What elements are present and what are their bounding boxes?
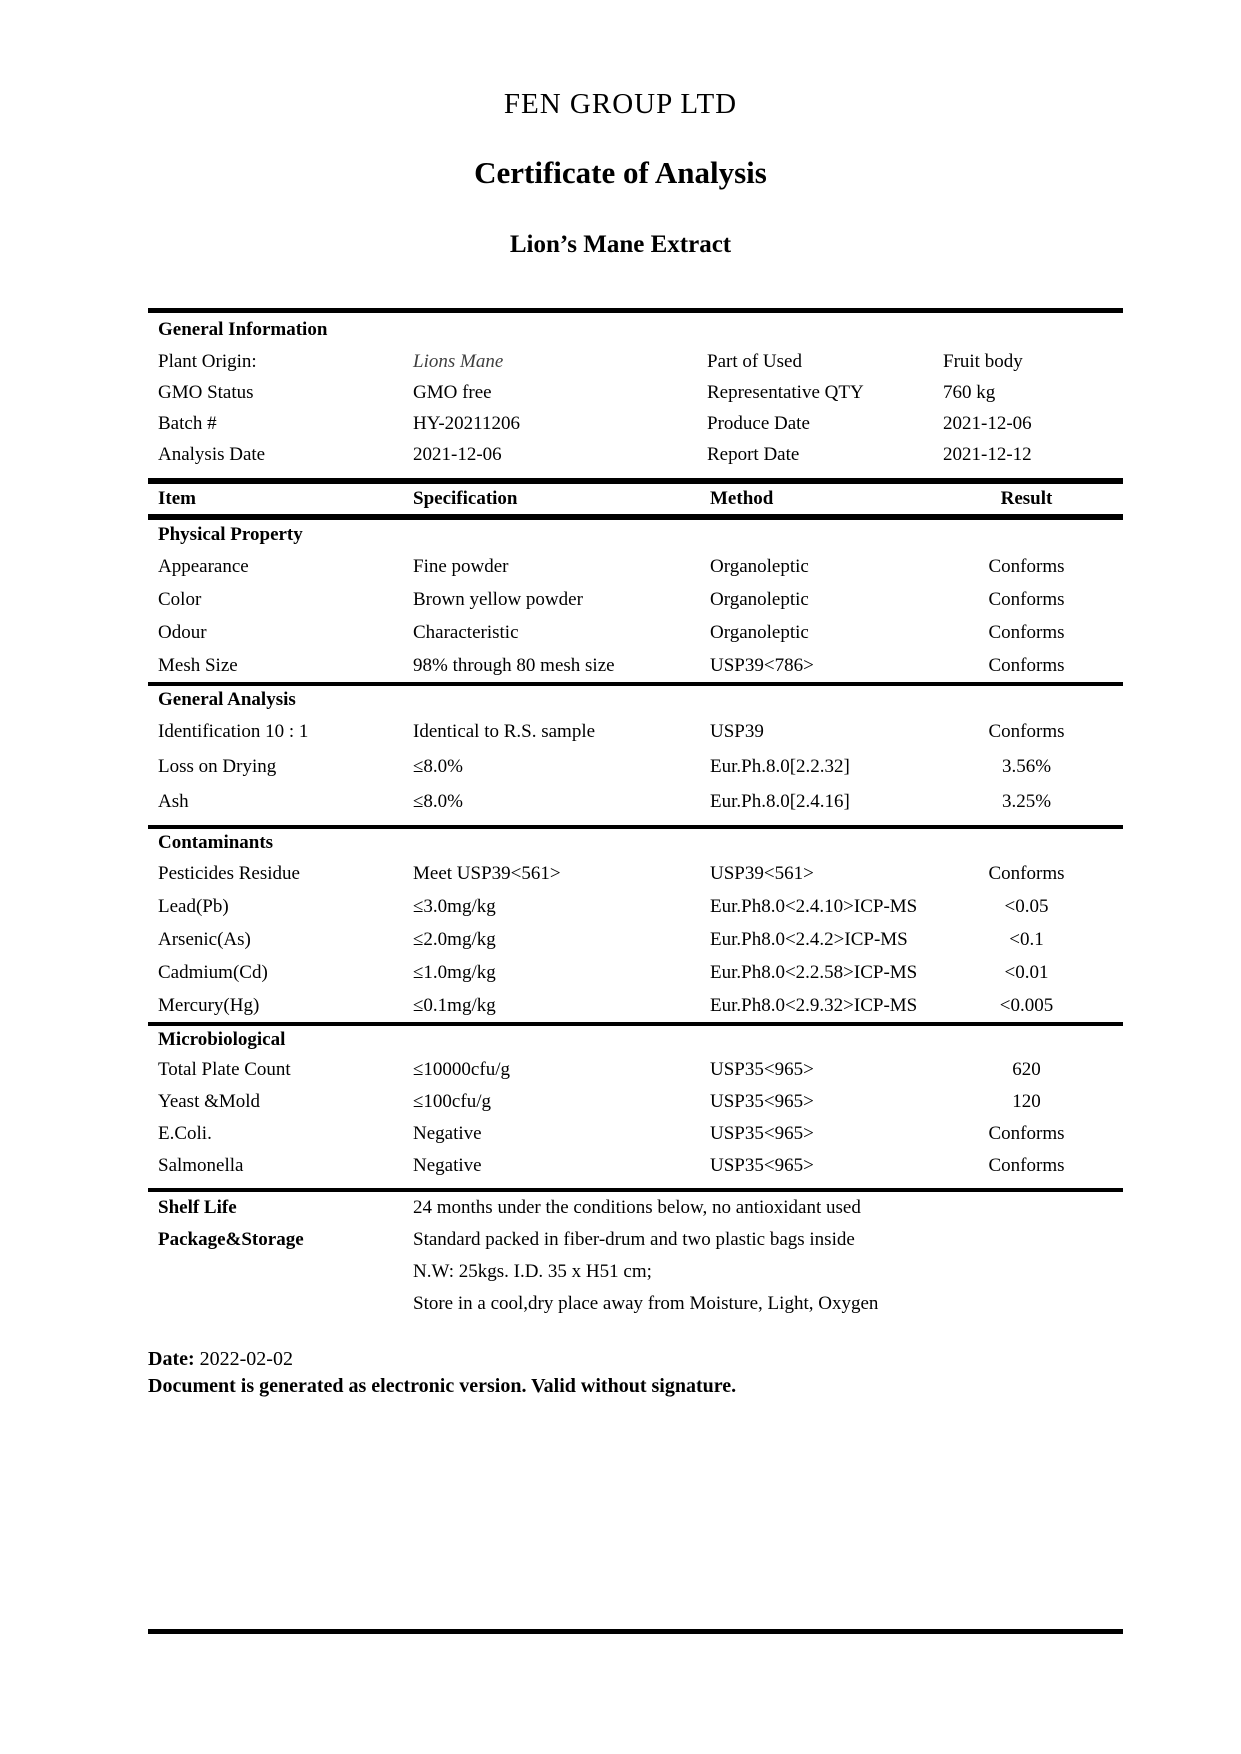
specification-cell: ≤1.0mg/kg [413,962,496,983]
specification-cell: ≤2.0mg/kg [413,929,496,950]
result-cell: Conforms [988,556,1065,577]
date-value: 2022-02-02 [199,1348,293,1370]
table-row [148,1118,1123,1150]
result-cell: Conforms [988,1123,1065,1144]
specification-cell: ≤3.0mg/kg [413,896,496,917]
item-cell: Salmonella [158,1155,244,1176]
general-info-row [148,408,1123,439]
item-cell: Pesticides Residue [158,863,300,884]
result-cell: Conforms [988,863,1065,884]
result-cell: <0.01 [1004,962,1049,983]
info-label: Batch # [158,413,217,434]
table-row [148,923,1123,956]
info-value: Lions Mane [413,351,504,372]
method-cell: USP39<561> [710,863,814,884]
package-storage-row [148,1288,1123,1320]
result-cell: <0.005 [999,995,1054,1016]
company-name: FEN GROUP LTD [503,88,738,120]
info-value: Fruit body [943,351,1023,372]
specification-cell: ≤100cfu/g [413,1091,491,1112]
info-value: 760 kg [943,382,996,403]
date-label: Date: [148,1348,195,1370]
method-cell: USP35<965> [710,1123,814,1144]
result-cell: <0.1 [1009,929,1044,950]
package-storage-line: Store in a cool,dry place away from Moisture, Light, Oxygen [413,1293,879,1314]
coa-table [148,308,1123,1320]
item-cell: Odour [158,622,207,643]
product-name: Lion’s Mane Extract [509,231,732,258]
result-cell: Conforms [988,1155,1065,1176]
table-row [148,550,1123,583]
table-header-row [148,484,1123,514]
table-row [148,784,1123,819]
info-label: Part of Used [707,351,802,372]
divider-bottom [148,1629,1123,1634]
specification-cell: Negative [413,1155,482,1176]
method-cell: Organoleptic [710,622,809,643]
info-label: Report Date [707,444,800,465]
method-cell: Eur.Ph8.0<2.2.58>ICP-MS [710,962,918,983]
section-title-microbiological: Microbiological [158,1029,286,1050]
specification-cell: ≤10000cfu/g [413,1059,510,1080]
item-cell: Appearance [158,556,249,577]
section-title-physical-property: Physical Property [158,524,303,545]
general-info-row [148,346,1123,377]
table-row [148,749,1123,784]
table-row [148,956,1123,989]
method-cell: USP39 [710,721,764,742]
shelf-life-value: 24 months under the conditions below, no antioxidant used [413,1197,861,1218]
method-cell: Eur.Ph8.0<2.9.32>ICP-MS [710,995,918,1016]
general-info-row [148,439,1123,470]
method-cell: Organoleptic [710,556,809,577]
method-cell: USP35<965> [710,1059,814,1080]
specification-cell: ≤0.1mg/kg [413,995,496,1016]
method-cell: USP39<786> [710,655,814,676]
header-specification: Specification [413,488,518,509]
result-cell: 620 [1012,1059,1041,1080]
specification-cell: 98% through 80 mesh size [413,655,615,676]
info-value: 2021-12-12 [943,444,1032,465]
item-cell: Total Plate Count [158,1059,291,1080]
report-date-line [148,1346,736,1373]
section-title-general-information: General Information [158,319,328,340]
package-storage-label: Package&Storage [158,1229,304,1250]
item-cell: Lead(Pb) [158,896,229,917]
package-storage-row [148,1224,1123,1256]
item-cell: Mesh Size [158,655,238,676]
table-row [148,1054,1123,1086]
result-cell: Conforms [988,589,1065,610]
item-cell: Arsenic(As) [158,929,251,950]
specification-cell: ≤8.0% [413,756,464,777]
result-cell: 3.56% [1001,756,1052,777]
item-cell: Mercury(Hg) [158,995,260,1016]
table-row [148,989,1123,1022]
document-footer [148,1346,736,1400]
table-row [148,714,1123,749]
table-row [148,857,1123,890]
specification-cell: ≤8.0% [413,791,464,812]
specification-cell: Meet USP39<561> [413,863,561,884]
method-cell: USP35<965> [710,1091,814,1112]
item-cell: Cadmium(Cd) [158,962,268,983]
info-value: 2021-12-06 [413,444,502,465]
specification-cell: Identical to R.S. sample [413,721,596,742]
section-title-contaminants: Contaminants [158,832,274,853]
method-cell: Eur.Ph8.0<2.4.2>ICP-MS [710,929,908,950]
document-title: Certificate of Analysis [474,155,767,190]
result-cell: 120 [1012,1091,1041,1112]
method-cell: USP35<965> [710,1155,814,1176]
specification-cell: Brown yellow powder [413,589,583,610]
result-cell: <0.05 [1004,896,1049,917]
item-cell: Color [158,589,202,610]
result-cell: Conforms [988,721,1065,742]
item-cell: Loss on Drying [158,756,277,777]
method-cell: Eur.Ph.8.0[2.2.32] [710,756,850,777]
header-item: Item [158,488,196,509]
result-cell: 3.25% [1001,791,1052,812]
info-label: Analysis Date [158,444,266,465]
info-label: Plant Origin: [158,351,257,372]
info-value: HY-20211206 [413,413,520,434]
shelf-life-label: Shelf Life [158,1197,237,1218]
package-storage-line: Standard packed in fiber-drum and two plastic bags inside [413,1229,855,1250]
electronic-note: Document is generated as electronic version. Valid without signature. [148,1375,737,1397]
method-cell: Eur.Ph.8.0[2.4.16] [710,791,850,812]
info-value: 2021-12-06 [943,413,1032,434]
general-info-row [148,377,1123,408]
result-cell: Conforms [988,622,1065,643]
item-cell: Yeast &Mold [158,1091,261,1112]
table-row [148,649,1123,682]
item-cell: Ash [158,791,189,812]
result-cell: Conforms [988,655,1065,676]
info-label: GMO Status [158,382,254,403]
method-cell: Organoleptic [710,589,809,610]
document-header [0,0,1241,259]
table-row [148,583,1123,616]
specification-cell: Fine powder [413,556,509,577]
item-cell: Identification 10 : 1 [158,721,309,742]
specification-cell: Negative [413,1123,482,1144]
item-cell: E.Coli. [158,1123,212,1144]
shelf-life-row [148,1192,1123,1224]
header-result: Result [1000,488,1053,509]
section-title-general-analysis: General Analysis [158,689,296,710]
table-row [148,890,1123,923]
info-label: Representative QTY [707,382,864,403]
table-row [148,1150,1123,1182]
table-row [148,616,1123,649]
package-storage-line: N.W: 25kgs. I.D. 35 x H51 cm; [413,1261,652,1282]
method-cell: Eur.Ph8.0<2.4.10>ICP-MS [710,896,918,917]
info-label: Produce Date [707,413,810,434]
header-method: Method [710,488,774,509]
info-value: GMO free [413,382,492,403]
specification-cell: Characteristic [413,622,519,643]
table-row [148,1086,1123,1118]
package-storage-row [148,1256,1123,1288]
